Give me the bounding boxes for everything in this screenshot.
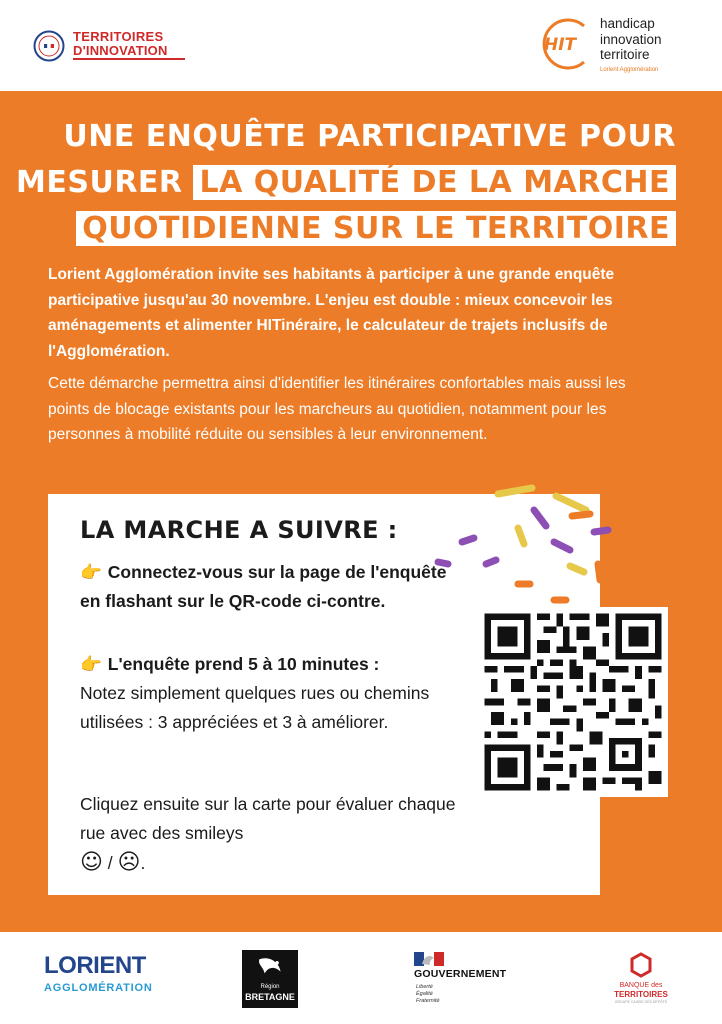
lorient-agglomeration-logo	[44, 954, 154, 1004]
ti-logo-line1: TERRITOIRES	[73, 29, 164, 44]
lorient-logo-name: LORIENT	[44, 952, 146, 979]
bretagne-line2: BRETAGNE	[245, 992, 295, 1002]
pointing-hand-icon: 👉	[80, 654, 102, 674]
region-bretagne-logo	[242, 950, 298, 1008]
headline-line2-highlight: LA QUALITÉ DE LA MARCHE	[193, 165, 676, 200]
step-3	[80, 790, 460, 878]
bdt-line3: GROUPE CAISSE DES DÉPÔTS	[614, 1000, 668, 1004]
ti-logo-line2: D'INNOVATION	[73, 43, 168, 58]
hit-sub: Lorient Agglomération	[600, 67, 659, 73]
footer-logos	[0, 932, 722, 1024]
bdt-line2: TERRITOIRES	[614, 990, 668, 999]
bretagne-line1: Région	[260, 984, 280, 990]
step-2-lead: L'enquête prend 5 à 10 minutes :	[107, 654, 380, 674]
step-2-body: Notez simplement quelques rues ou chemins utilisées : 3 appréciées et 3 à améliorer.	[80, 683, 430, 732]
headline	[16, 116, 676, 250]
marianne-icon	[414, 952, 444, 966]
banque-des-territoires-logo	[606, 952, 676, 1012]
hit-mark-icon	[538, 14, 592, 74]
step-1-text: Connectez-vous sur la page de l'enquête en flashant sur le QR-code ci-contre.	[80, 562, 447, 611]
svg-text:HIT: HIT	[544, 35, 577, 55]
gouvernement-logo	[414, 952, 534, 1008]
motto-egalite: Égalité	[416, 991, 433, 997]
steps-title: LA MARCHE A SUIVRE :	[80, 516, 398, 544]
step-1	[80, 558, 460, 616]
headline-line1: UNE ENQUÊTE PARTICIPATIVE POUR	[63, 119, 676, 154]
hit-line-1: handicap	[600, 16, 655, 31]
intro-bold-paragraph: Lorient Agglomération invite ses habitants à participer à une grande enquête participative jusqu'au 30 novembre. L'enjeu est double : mieux concevoir les aménagements et alimenter HITinéraire, le calculateur de trajets inclusifs de l'Agglomération.	[48, 266, 615, 360]
intro-paragraph: Cette démarche permettra ainsi d'identifier les itinéraires confortables mais aussi les points de blocage existants pour les marcheurs au quotidien, notamment pour les personnes à mobilité réduite ou sensibles à leur environnement.	[48, 375, 626, 443]
hexagon-icon	[629, 952, 653, 978]
gouvernement-motto	[416, 984, 440, 1005]
qr-code[interactable]	[478, 607, 668, 797]
hit-line-3: territoire	[600, 47, 650, 62]
territoires-innovation-logo	[33, 27, 183, 67]
motto-fraternite: Fraternité	[416, 998, 440, 1004]
ermine-icon	[242, 954, 298, 984]
headline-line2-plain: MESURER	[16, 165, 183, 200]
gouvernement-name: GOUVERNEMENT	[414, 968, 507, 980]
header	[0, 0, 722, 91]
bdt-line1: BANQUE des	[619, 982, 663, 989]
smiley-happy-icon: ☺	[80, 850, 103, 875]
ti-underline	[73, 58, 185, 60]
smiley-sad-icon: ☹	[117, 850, 141, 875]
smiley-end: .	[140, 853, 146, 873]
smiley-separator: /	[102, 853, 118, 873]
step-3-body: Cliquez ensuite sur la carte pour évaluer chaque rue avec des smileys	[80, 794, 456, 843]
step-2	[80, 650, 460, 737]
pointing-hand-icon: 👉	[80, 562, 102, 582]
france-2030-seal-icon	[33, 30, 65, 62]
hit-line-2: innovation	[600, 31, 662, 47]
headline-line3-highlight: QUOTIDIENNE SUR LE TERRITOIRE	[76, 211, 676, 246]
confetti-decoration	[420, 480, 620, 610]
hit-logo	[538, 14, 698, 76]
lorient-logo-sub: AGGLOMÉRATION	[44, 982, 153, 994]
motto-liberte: Liberté	[416, 984, 433, 990]
